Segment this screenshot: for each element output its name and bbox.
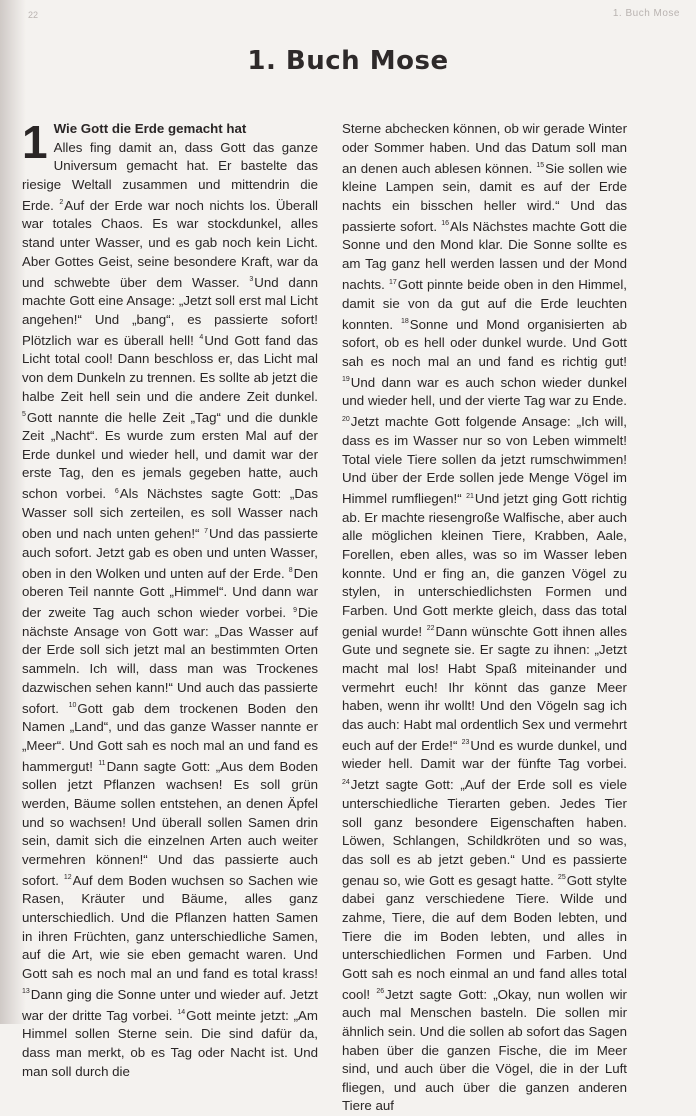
verse-number: 18: [400, 318, 409, 326]
verse-number: 13: [22, 988, 30, 996]
verse-number: 25: [557, 874, 566, 882]
text-column-right: [342, 120, 627, 1116]
verse-number: 12: [63, 874, 72, 882]
verse-number: 9: [293, 606, 298, 614]
verse-number: 16: [441, 220, 450, 228]
verse-number: 2: [59, 199, 64, 207]
verse-text: Sonne und Mond organisierten ab sofort, ob es hell oder dunkel wurde. Und Gott sah es noch mal an und fand es richtig gut!: [342, 316, 627, 369]
verse-number: 4: [199, 334, 204, 342]
verse-number: 6: [114, 487, 119, 495]
verse-text: Jetzt machte Gott folgende Ansage: „Ich will, dass es im Wasser nur so von Leben wimmelt! Total viele Tiere sollen da jetzt rumschwimmen! Und über der Erde sollen jede Menge Vögel im Himmel rumfliegen!“: [342, 414, 627, 507]
verse-number: 11: [98, 760, 106, 768]
verse-text: Gott pinnte beide oben in den Himmel, damit sie von da gut auf die Erde leuchten konnten.: [342, 277, 627, 332]
verse-number: 20: [342, 416, 350, 424]
verse-text: Und jetzt ging Gott richtig ab. Er machte riesengroße Walfische, aber auch alle möglichen kleinen Tiere, Krabben, Aale, Forellen, eben alles, was so im Wasser leben konnte. Und er fing an, die ganzen Vögel zu stylen, in unterschiedlichsten Formen und Farben. Und Gott merkte gleich, dass das total genial wurde!: [342, 491, 627, 639]
verse-number: 22: [426, 625, 435, 633]
verse-number: 10: [68, 702, 77, 710]
column-body-right: [342, 121, 627, 1113]
verse-text: Jetzt sagte Gott: „Okay, nun wollen wir auch mal Menschen basteln. Die sollen mir ähnlich sein. Und die sollen ab sofort das Sagen haben über die ganzen Fische, die im Meer sind, und auch über die Vögel, die in der Luft fliegen, und auch über die ganzen anderen Tiere auf: [342, 986, 627, 1114]
verse-text: Sterne abchecken können, ob wir gerade Winter oder Sommer haben. Und das Datum soll man an denen auch ablesen können.: [342, 121, 627, 176]
verse-text: Auf dem Boden wuchsen so Sachen wie Rasen, Kräuter und Bäume, alles ganz unterschiedlich. Und die Pflanzen hatten Samen in ihren Früchten, ganz unterschiedliche Samen, auf die Art, wie sie eben gemacht waren. Und Gott sah es noch mal an und fand es total krass!: [22, 872, 318, 981]
chapter-number: 1: [22, 116, 48, 168]
section-heading: Wie Gott die Erde gemacht hat: [53, 121, 247, 136]
verse-text: Alles fing damit an, dass Gott das ganze Universum gemacht hat. Er bastelte das riesige Weltall zusammen und mittendrin die Erde.: [22, 139, 318, 213]
verse-number: 21: [466, 492, 474, 500]
verse-number: 15: [536, 162, 545, 170]
verse-number: 17: [388, 278, 397, 286]
verse-text: Dann wünschte Gott ihnen alles Gute und segnete sie. Er sagte zu ihnen: „Jetzt macht mal los! Habt Spaß miteinander und vermehrt euch! Ihr könnt das ganze Meer haben, wenn ihr wollt! Und den Vögeln sag ich das auch: Habt mal ordentlich Sex und vermehrt euch auf der Erde!“: [342, 623, 628, 753]
verse-text: Dann sagte Gott: „Aus dem Boden sollen jetzt Pflanzen wachsen! Es soll grün werden, Bäume sollen entstehen, an denen Äpfel und so wachsen! Und überall sollen Samen drin sein, damit sich die einzelnen Arten auch weiter vermehren können!“ Und das passierte auch sofort.: [22, 758, 319, 888]
verse-text: Und das passierte auch sofort. Jetzt gab es oben und unten Wasser, oben in den Wolken und unten auf der Erde.: [22, 526, 318, 581]
verse-text: Und es wurde dunkel, und wieder hell. Damit war der fünfte Tag vorbei.: [342, 737, 627, 772]
verse-text: Dann ging die Sonne unter und wieder auf. Jetzt war der dritte Tag vorbei.: [22, 986, 318, 1023]
page-number: 22: [28, 10, 39, 20]
verse-number: 14: [177, 1009, 186, 1017]
verse-text: Gott gab dem trockenen Boden den Namen „Land“, und das ganze Wasser nannte er „Meer“. Und Gott sah es noch mal an und fand es hammergut!: [22, 700, 318, 774]
verse-text: Jetzt sagte Gott: „Auf der Erde soll es viele unterschiedliche Tierarten geben. Jedes Tier soll ganz besondere Eigenschaften haben. Löwen, Schlangen, Schildkröten und so was, das soll es ab jetzt geben.“ Und es passierte genau so, wie Gott es gesagt hatte.: [342, 777, 627, 888]
verse-number: 26: [376, 988, 385, 996]
verse-text: Die nächste Ansage von Gott war: „Das Wasser auf der Erde soll sich jetzt mal an bestimmten Orten sammeln. Ich will, dass man was Trockenes dazwischen sehen kann!“ Und auch das passierte sofort.: [22, 605, 318, 716]
verse-text: Den oberen Teil nannte Gott „Himmel“. Und dann war der zweite Tag auch schon wieder vorbei.: [22, 565, 318, 621]
text-column-left: [22, 116, 319, 1081]
verse-text: Sie sollen wie kleine Lampen sein, damit es auf der Erde nachts ein bisschen heller wird.“ Und das passierte sofort.: [342, 160, 627, 234]
running-head: 1. Buch Mose: [612, 8, 680, 19]
verse-number: 7: [204, 527, 208, 535]
book-title: 1. Buch Mose: [247, 46, 449, 76]
verse-number: 8: [288, 567, 293, 575]
verse-text: Als Nächstes sagte Gott: „Das Wasser soll sich zerteilen, es soll Wasser nach oben und nach unten gehen!“: [22, 486, 319, 541]
verse-text: Gott meinte jetzt: „Am Himmel sollen Sterne sein. Die sind dafür da, dass man merkt, ob es Tag oder Nacht ist. Und man soll durch die: [22, 1007, 318, 1079]
verse-number: 3: [249, 276, 254, 284]
verse-number: 24: [342, 778, 350, 786]
verse-text: Und dann war es auch schon wieder dunkel und wieder hell, und der vierte Tag war zu Ende.: [342, 374, 627, 409]
verse-number: 23: [461, 739, 470, 747]
verse-number: 19: [342, 376, 350, 384]
verse-text: Gott nannte die helle Zeit „Tag“ und die dunkle Zeit „Nacht“. Es wurde zum ersten Mal auf der Erde dunkel und wieder hell, und damit war der erste Tag, den es jemals gegeben hatte, auch schon vorbei.: [22, 409, 318, 502]
column-body-left: [22, 140, 318, 1079]
verse-text: Und dann machte Gott eine Ansage: „Jetzt soll erst mal Licht angehen!“ Und „bang“, es passierte sofort! Plötzlich war es überall hell!: [22, 274, 318, 348]
verse-number: 5: [22, 411, 26, 419]
verse-text: Und Gott fand das Licht total cool! Dann beschloss er, das Licht mal von dem Dunkeln zu trennen. Es sollte ab jetzt die halbe Zeit hell sein und die andere Zeit dunkel.: [22, 332, 319, 404]
verse-text: Als Nächstes machte Gott die Sonne und den Mond klar. Die Sonne sollte es am Tag ganz hell werden lassen und der Mond nachts.: [342, 218, 628, 293]
verse-text: Gott stylte dabei ganz verschiedene Tiere. Wilde und zahme, Tiere, die auf dem Boden lebten, und Tiere die im Boden lebten, und alles in unterschiedlichen Formen und Farben. Und Gott sah es noch einmal an und fand alles total cool!: [342, 872, 628, 1002]
verse-text: Auf der Erde war noch nichts los. Überall war totales Chaos. Es war stockdunkel, alles stand unter Wasser, und es gab noch kein Licht. Aber Gottes Geist, seine besondere Kraft, war da und schwebte über dem Wasser.: [22, 197, 318, 290]
